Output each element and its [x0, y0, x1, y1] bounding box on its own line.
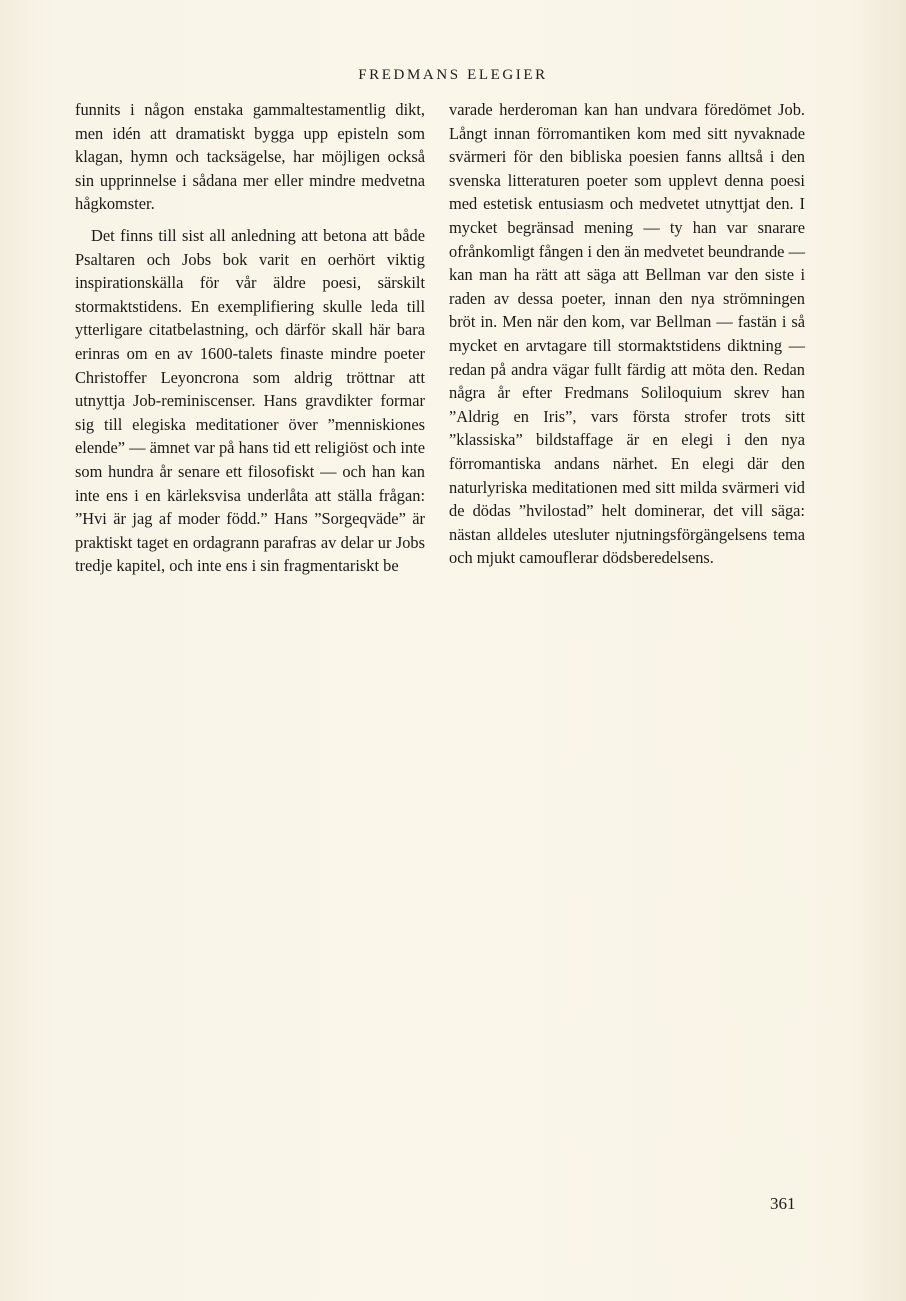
paragraph-right-1: varade herderoman kan han undvara föredömet Job. Långt innan förromantiken kom med sitt nyvaknade svärmeri för den bibliska poesien fanns alltså i den svenska litteraturen poeter som upplevt denna poesi med estetisk entusiasm och medvetet utnyttjat den. I mycket begränsad mening — ty han var snarare ofrånkomligt fången i den än medvetet beundrande — kan man ha rätt att säga att Bellman var den siste i raden av dessa poeter, innan den nya strömningen bröt in. Men när den kom, var Bellman — fastän i så mycket en arvtagare till stormaktstidens diktning — redan på andra vägar fullt färdig att möta den. Redan några år efter Fredmans Soliloquium skrev han ”Aldrig en Iris”, vars första strofer trots sitt ”klassiska” bildstaffage är en elegi i den nya förromantiska andans närhet. En elegi där den naturlyriska meditationen med sitt milda svärmeri vid de dödas ”hvilostad” helt dominerar, det vill säga: nästan alldeles utesluter njutningsförgängelsens tema och mjukt camouflerar dödsberedelsens.: [449, 100, 805, 568]
paragraph-left-1: funnits i någon enstaka gammaltestamentlig dikt, men idén att dramatiskt bygga upp episteln som klagan, hymn och tacksägelse, har möjligen också sin upprinnelse i sådana mer eller mindre medvetna hågkomster.: [75, 100, 425, 214]
right-text-column: [449, 98, 805, 570]
paragraph-left-2: Det finns till sist all anledning att betona att både Psaltaren och Jobs bok varit en oerhört viktig inspirationskälla för vår äldre poesi, särskilt stormaktstidens. En exemplifiering skulle leda till ytterligare citatbelastning, och därför skall här bara erinras om en av 1600-talets finaste mindre poeter Christoffer Leyoncrona som aldrig tröttnar att utnyttja Job-reminiscenser. Hans gravdikter formar sig till elegiska meditationer över ”menniskiones elende” — ämnet var på hans tid ett religiöst och inte som hundra år senare ett filosofiskt — och han kan inte ens i en kärleksvisa underlåta att ställa frågan: ”Hvi är jag af moder född.” Hans ”Sorgeqväde” är praktiskt taget en ordagrann parafras av delar ur Jobs tredje kapitel, och inte ens i sin fragmentariskt be: [75, 225, 425, 576]
running-title: FREDMANS ELEGIER: [358, 67, 548, 83]
left-text-column: [75, 98, 425, 578]
page-number: 361: [770, 1194, 796, 1213]
